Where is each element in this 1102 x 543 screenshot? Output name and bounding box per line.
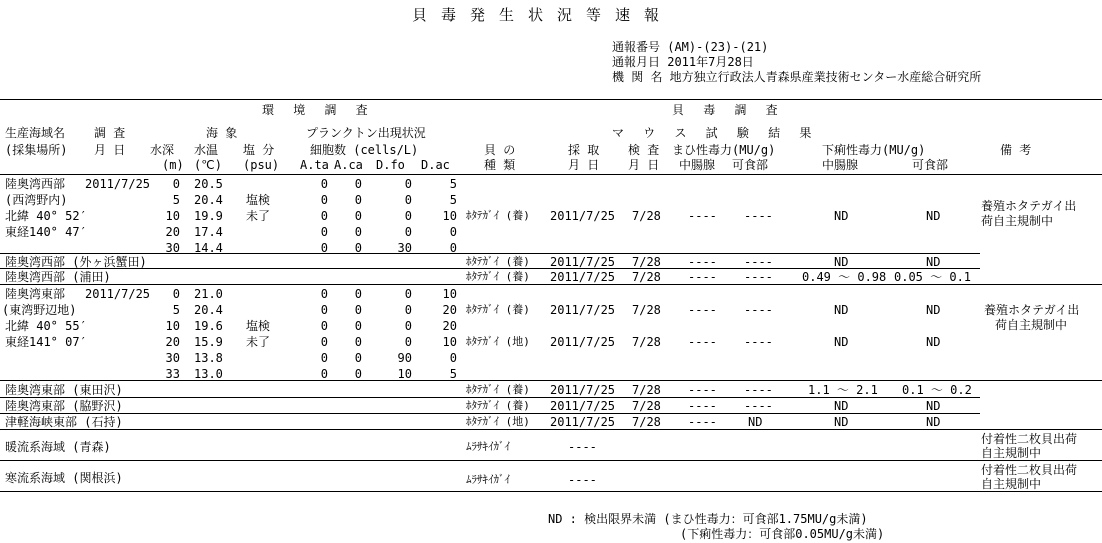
test-date: 7/28	[632, 383, 661, 397]
dsp-edible: ND	[926, 335, 941, 349]
test-date: 7/28	[632, 270, 661, 284]
plankton-dfo: 0	[404, 335, 412, 349]
area-lon: 東経141° 07′	[5, 335, 87, 349]
shell-type: ﾑﾗｻｷｲｶﾞｲ	[466, 473, 510, 486]
shell-type: ﾎﾀﾃｶﾞｲ (養)	[466, 255, 530, 268]
area-lat: 北緯 40° 52′	[5, 209, 87, 223]
psp-edible: ----	[744, 303, 773, 317]
psp-edible-header: 可食部	[732, 158, 769, 172]
salinity: 未了	[246, 335, 271, 349]
plankton-ata: 0	[320, 335, 328, 349]
area-lon: 東経140° 47′	[5, 225, 87, 239]
depth-unit: (m)	[162, 158, 184, 172]
env-survey-header: 環 境 調 査	[262, 103, 374, 117]
dsp-midgut-header: 中腸腺	[822, 158, 859, 172]
remarks-header: 備 考	[1000, 143, 1032, 157]
plankton-dac: 5	[449, 193, 457, 207]
temperature: 21.0	[194, 287, 223, 301]
plankton-dac: 0	[449, 225, 457, 239]
shell-type: ﾎﾀﾃｶﾞｲ (養)	[466, 270, 530, 283]
area-name: 陸奥湾東部 (脇野沢)	[5, 399, 123, 413]
rule	[0, 397, 980, 398]
remarks: 荷自主規制中	[981, 214, 1054, 228]
temperature: 19.9	[194, 209, 223, 223]
plankton-ata: 0	[320, 303, 328, 317]
psp-midgut: ----	[688, 209, 717, 223]
test-date: 7/28	[632, 415, 661, 429]
collect-header: 採 取	[568, 143, 600, 157]
dsp-edible: ND	[926, 303, 941, 317]
rule	[0, 460, 1102, 461]
plankton-dfo: 0	[404, 209, 412, 223]
collect-date: 2011/7/25	[550, 415, 616, 429]
salinity-unit: (psu)	[243, 158, 280, 172]
test-md-header: 月 日	[628, 158, 660, 172]
salinity: 塩検	[246, 193, 271, 207]
report-number: 通報番号 (AM)-(23)-(21)	[612, 40, 769, 54]
psp-midgut: ----	[688, 255, 717, 269]
temperature: 20.4	[194, 193, 223, 207]
test-header: 検 査	[628, 143, 660, 157]
psp-midgut: ----	[688, 415, 717, 429]
plankton-ata: 0	[320, 177, 328, 191]
temperature: 20.4	[194, 303, 223, 317]
psp-edible: ----	[744, 335, 773, 349]
species-ata: A.ta	[300, 158, 329, 172]
plankton-dfo: 0	[404, 177, 412, 191]
temperature: 13.0	[194, 367, 223, 381]
rule	[0, 99, 1102, 100]
shell-type-header: 種 類	[484, 158, 516, 172]
depth: 10	[165, 319, 180, 333]
psp-edible: ----	[744, 399, 773, 413]
plankton-dfo: 10	[397, 367, 412, 381]
area-name: 寒流系海域 (関根浜)	[5, 471, 123, 485]
rule	[0, 429, 1102, 430]
area-sub-header: (採集場所)	[5, 143, 68, 157]
plankton-aca: 0	[354, 335, 362, 349]
depth-header: 水深	[150, 143, 175, 157]
psp-edible: ----	[744, 255, 773, 269]
shell-header: 貝 の	[484, 143, 516, 157]
area-name: 津軽海峡東部 (石持)	[5, 415, 123, 429]
test-date: 7/28	[632, 209, 661, 223]
plankton-ata: 0	[320, 351, 328, 365]
collect-date: 2011/7/25	[550, 399, 616, 413]
rule	[0, 491, 1102, 492]
psp-midgut: ----	[688, 399, 717, 413]
area-name: (西湾野内)	[5, 193, 68, 207]
remarks: 荷自主規制中	[995, 318, 1068, 332]
collect-date: 2011/7/25	[550, 383, 616, 397]
psp-header: まひ性毒力(MU/g)	[672, 143, 776, 157]
remarks: 付着性二枚貝出荷	[981, 432, 1078, 446]
remarks: 養殖ホタテガイ出	[984, 303, 1080, 317]
salinity: 塩検	[246, 319, 271, 333]
psp-midgut: ----	[688, 335, 717, 349]
plankton-dac: 0	[449, 351, 457, 365]
plankton-dac: 10	[442, 209, 457, 223]
plankton-dac: 20	[442, 303, 457, 317]
shell-type: ﾎﾀﾃｶﾞｲ (地)	[466, 415, 530, 428]
area-name: 暖流系海域 (青森)	[5, 440, 111, 454]
plankton-dac: 10	[442, 287, 457, 301]
plankton-aca: 0	[354, 241, 362, 255]
temperature: 19.6	[194, 319, 223, 333]
plankton-ata: 0	[320, 209, 328, 223]
survey-date: 2011/7/25	[85, 287, 151, 301]
plankton-ata: 0	[320, 193, 328, 207]
area-name: 陸奥湾西部	[5, 177, 66, 191]
plankton-ata: 0	[320, 241, 328, 255]
remarks: 養殖ホタテガイ出	[981, 199, 1077, 213]
species-aca: A.ca	[334, 158, 363, 172]
dsp-edible: ND	[926, 415, 941, 429]
plankton-aca: 0	[354, 287, 362, 301]
area-name: (東湾野辺地)	[2, 303, 77, 317]
dsp-edible: ND	[926, 209, 941, 223]
shell-type: ﾎﾀﾃｶﾞｲ (養)	[466, 383, 530, 396]
psp-edible: ----	[744, 209, 773, 223]
shell-type: ﾎﾀﾃｶﾞｲ (地)	[466, 335, 530, 348]
plankton-aca: 0	[354, 319, 362, 333]
area-header: 生産海域名	[5, 126, 66, 140]
species-dac: D.ac	[421, 158, 450, 172]
report-date: 通報月日 2011年7月28日	[612, 55, 754, 69]
plankton-ata: 0	[320, 367, 328, 381]
plankton-header: プランクトン出現状況	[306, 126, 426, 140]
plankton-dac: 10	[442, 335, 457, 349]
psp-edible: ----	[744, 270, 773, 284]
collect-date: 2011/7/25	[550, 209, 616, 223]
footnote-nd: ND : 検出限界未満 (まひ性毒力：可食部1.75MU/g未満)	[548, 512, 868, 526]
temperature: 14.4	[194, 241, 223, 255]
rule	[0, 284, 1102, 285]
collect-date: ----	[568, 473, 597, 487]
collect-date: 2011/7/25	[550, 303, 616, 317]
psp-midgut-header: 中腸腺	[679, 158, 716, 172]
plankton-ata: 0	[320, 225, 328, 239]
salinity: 未了	[246, 209, 271, 223]
plankton-dac: 5	[449, 177, 457, 191]
depth: 0	[172, 287, 180, 301]
dsp-header: 下痢性毒力(MU/g)	[822, 143, 926, 157]
psp-midgut: ----	[688, 270, 717, 284]
dsp-midgut: ND	[834, 303, 849, 317]
temperature: 15.9	[194, 335, 223, 349]
depth: 20	[165, 225, 180, 239]
plankton-dfo: 0	[404, 287, 412, 301]
plankton-aca: 0	[354, 177, 362, 191]
remarks: 自主規制中	[981, 477, 1042, 491]
depth: 20	[165, 335, 180, 349]
plankton-dac: 0	[449, 241, 457, 255]
dsp-midgut: ND	[834, 399, 849, 413]
plankton-dac: 20	[442, 319, 457, 333]
shell-type: ﾎﾀﾃｶﾞｲ (養)	[466, 209, 530, 222]
dsp-midgut: 0.49 ～ 0.98	[802, 270, 887, 284]
salinity-header: 塩 分	[243, 143, 275, 157]
plankton-aca: 0	[354, 367, 362, 381]
depth: 10	[165, 209, 180, 223]
collect-md-header: 月 日	[568, 158, 600, 172]
depth: 30	[165, 351, 180, 365]
mouse-test-header: マ ウ ス 試 験 結 果	[612, 126, 818, 140]
collect-date: 2011/7/25	[550, 335, 616, 349]
shell-type: ﾎﾀﾃｶﾞｲ (養)	[466, 303, 530, 316]
area-name: 陸奥湾東部	[5, 287, 66, 301]
rule	[0, 253, 980, 254]
dsp-midgut: ND	[834, 415, 849, 429]
report-organization: 機 関 名 地方独立行政法人青森県産業技術センター水産総合研究所	[612, 70, 982, 84]
test-date: 7/28	[632, 255, 661, 269]
depth: 30	[165, 241, 180, 255]
rule	[0, 413, 980, 414]
dsp-midgut: 1.1 ～ 2.1	[808, 383, 878, 397]
plankton-ata: 0	[320, 287, 328, 301]
remarks: 自主規制中	[981, 446, 1042, 460]
area-lat: 北緯 40° 55′	[5, 319, 87, 333]
plankton-aca: 0	[354, 303, 362, 317]
rule	[0, 174, 1102, 175]
survey-header: 調 査	[94, 126, 126, 140]
depth: 5	[172, 303, 180, 317]
plankton-dfo: 0	[404, 225, 412, 239]
remarks: 付着性二枚貝出荷	[981, 463, 1078, 477]
cells-header: 細胞数 (cells/L)	[310, 143, 419, 157]
psp-midgut: ----	[688, 383, 717, 397]
plankton-dfo: 30	[397, 241, 412, 255]
psp-midgut: ----	[688, 303, 717, 317]
depth: 33	[165, 367, 180, 381]
shell-type: ﾎﾀﾃｶﾞｲ (養)	[466, 399, 530, 412]
shell-type: ﾑﾗｻｷｲｶﾞｲ	[466, 440, 510, 453]
plankton-dac: 5	[449, 367, 457, 381]
dsp-midgut: ND	[834, 335, 849, 349]
psp-edible: ----	[744, 383, 773, 397]
dsp-edible-header: 可食部	[912, 158, 949, 172]
plankton-aca: 0	[354, 351, 362, 365]
species-dfo: D.fo	[376, 158, 405, 172]
test-date: 7/28	[632, 303, 661, 317]
depth: 5	[172, 193, 180, 207]
plankton-ata: 0	[320, 319, 328, 333]
area-name: 陸奥湾西部 (外ヶ浜蟹田)	[5, 255, 147, 269]
dsp-edible: ND	[926, 399, 941, 413]
dsp-midgut: ND	[834, 209, 849, 223]
test-date: 7/28	[632, 399, 661, 413]
dsp-edible: ND	[926, 255, 941, 269]
temp-header: 水温	[194, 143, 219, 157]
survey-date: 2011/7/25	[85, 177, 151, 191]
plankton-aca: 0	[354, 225, 362, 239]
plankton-dfo: 0	[404, 303, 412, 317]
plankton-aca: 0	[354, 193, 362, 207]
plankton-dfo: 0	[404, 319, 412, 333]
collect-date: 2011/7/25	[550, 270, 616, 284]
collect-date: 2011/7/25	[550, 255, 616, 269]
temperature: 17.4	[194, 225, 223, 239]
plankton-dfo: 0	[404, 193, 412, 207]
test-date: 7/28	[632, 335, 661, 349]
plankton-dfo: 90	[397, 351, 412, 365]
page-title: 貝毒発生状況等速報	[412, 6, 674, 24]
dsp-edible: 0.1 ～ 0.2	[902, 383, 972, 397]
area-name: 陸奥湾西部 (浦田)	[5, 270, 111, 284]
collect-date: ----	[568, 440, 597, 454]
temperature: 20.5	[194, 177, 223, 191]
temp-unit: (℃)	[194, 158, 222, 172]
dsp-edible: 0.05 ～ 0.1	[894, 270, 972, 284]
plankton-aca: 0	[354, 209, 362, 223]
shellfish-poison-header: 貝 毒 調 査	[672, 103, 784, 117]
sea-condition-header: 海 象	[206, 126, 238, 140]
survey-md-header: 月 日	[94, 143, 126, 157]
depth: 0	[172, 177, 180, 191]
temperature: 13.8	[194, 351, 223, 365]
psp-edible: ND	[748, 415, 763, 429]
dsp-midgut: ND	[834, 255, 849, 269]
footnote-dsp: (下痢性毒力：可食部0.05MU/g未満)	[680, 527, 885, 541]
area-name: 陸奥湾東部 (東田沢)	[5, 383, 123, 397]
